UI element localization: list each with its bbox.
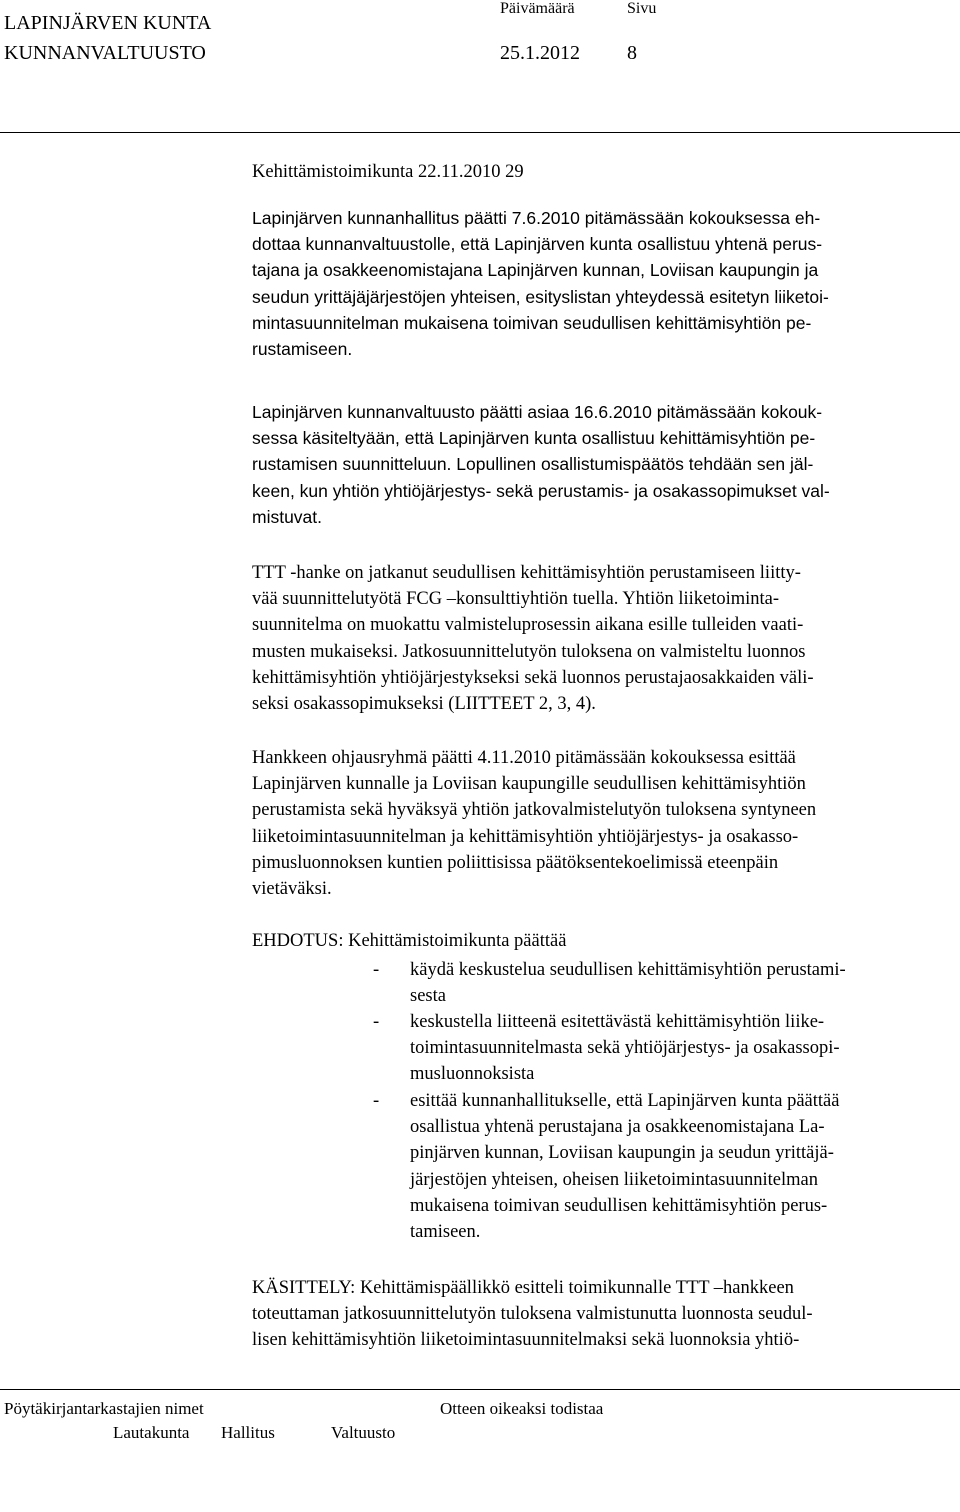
text-line: sesta	[410, 986, 446, 1007]
text-line: sessa käsiteltyään, että Lapinjärven kunta osallistuu kehittämisyhtiön pe-	[252, 428, 816, 449]
proposal-item-text	[410, 957, 846, 1009]
text-line: mukaisena toimivan seudullisen kehittämisyhtiön perus-	[410, 1195, 828, 1216]
list-dash: -	[373, 1012, 380, 1032]
text-line: KÄSITTELY: Kehittämispäällikkö esitteli toimikunnalle TTT –hankkeen	[252, 1278, 794, 1298]
body-name: KUNNANVALTUUSTO	[4, 42, 206, 64]
paragraph-2	[252, 399, 957, 530]
organization-name: LAPINJÄRVEN KUNTA	[4, 12, 212, 34]
document-date: 25.1.2012	[500, 42, 580, 64]
section-heading: Kehittämistoimikunta 22.11.2010 29	[252, 162, 524, 182]
text-line: vää suunnittelutyötä FCG –konsulttiyhtiön tuella. Yhtiön liiketoiminta-	[252, 589, 780, 610]
header-rule	[0, 132, 960, 133]
paragraph-4	[252, 745, 957, 902]
text-line: pinjärven kunnan, Loviisan kaupungin ja seudun yrittäjä-	[410, 1143, 834, 1164]
text-line: mistuvat.	[252, 506, 323, 527]
text-line: rustamisen suunnitteluun. Lopullinen osallistumispäätös tehdään sen jäl-	[252, 454, 814, 475]
signature-valtuusto: Valtuusto	[331, 1423, 396, 1442]
text-line: tamiseen.	[410, 1222, 481, 1243]
list-dash: -	[373, 1091, 380, 1111]
text-line: käydä keskustelua seudullisen kehittämisyhtiön perustami-	[410, 960, 846, 980]
text-line: seksi osakassopimukseksi (LIITTEET 2, 3, 4).	[252, 694, 596, 715]
text-line: musluonnoksista	[410, 1064, 535, 1085]
proposal-item-text	[410, 1088, 839, 1245]
text-line: Lapinjärven kunnanvaltuusto päätti asiaa 16.6.2010 pitämässään kokouk-	[252, 402, 823, 422]
list-dash: -	[373, 960, 380, 980]
paragraph-3	[252, 560, 957, 717]
text-line: toimintasuunnitelmasta sekä yhtiöjärjestys- ja osakassopi-	[410, 1038, 840, 1059]
text-line: suunnitelma on muokattu valmisteluprosessin aikana esille tulleiden vaati-	[252, 615, 804, 636]
proposal-label: EHDOTUS: Kehittämistoimikunta päättää	[252, 931, 567, 951]
checkers-label: Pöytäkirjantarkastajien nimet	[4, 1399, 204, 1418]
proposal-item	[0, 1088, 960, 1246]
proposal-list	[0, 957, 960, 1246]
date-label: Päivämäärä	[500, 0, 575, 17]
text-line: keskustella liitteenä esitettävästä kehittämisyhtiön liike-	[410, 1012, 825, 1032]
text-line: järjestöjen yhteisen, oheisen liiketoimintasuunnitelman	[410, 1169, 818, 1190]
text-line: mintasuunnitelman mukaisena toimivan seudullisen kehittämisyhtiön pe-	[252, 312, 812, 333]
text-line: kehittämisyhtiön yhtiöjärjestykseksi sekä luonnos perustajaosakkaiden väli-	[252, 667, 814, 688]
text-line: esittää kunnanhallitukselle, että Lapinjärven kunta päättää	[410, 1091, 840, 1111]
text-line: perustamista sekä hyväksyä yhtiön jatkovalmistelutyön tuloksena syntyneen	[252, 800, 817, 821]
text-line: dottaa kunnanvaltuustolle, että Lapinjärven kunta osallistuu yhtenä perus-	[252, 234, 823, 255]
proposal-item	[0, 1009, 960, 1088]
text-line: pimusluonnoksen kuntien poliittisissa päätöksentekoelimissä eteenpäin	[252, 852, 779, 873]
text-line: osallistua yhtenä perustajana ja osakkeenomistajana La-	[410, 1117, 825, 1138]
certify-label: Otteen oikeaksi todistaa	[440, 1399, 604, 1418]
text-line: tajana ja osakkeenomistajana Lapinjärven kunnan, Loviisan kaupungin ja	[252, 260, 819, 281]
text-line: Hankkeen ohjausryhmä päätti 4.11.2010 pitämässään kokouksessa esittää	[252, 748, 796, 768]
page-number: 8	[627, 42, 637, 64]
text-line: lisen kehittämisyhtiön liiketoimintasuunnitelmaksi sekä luonnoksia yhtiö-	[252, 1330, 800, 1351]
proposal-item-text	[410, 1009, 840, 1088]
page-label: Sivu	[627, 0, 657, 17]
text-line: seudun yrittäjäjärjestöjen yhteisen, esityslistan yhteydessä esitetyn liiketoi-	[252, 286, 829, 307]
footer-rule	[0, 1389, 960, 1390]
text-line: musten mukaiseksi. Jatkosuunnittelutyön tuloksena on valmisteltu luonnos	[252, 641, 806, 662]
text-line: Lapinjärven kunnanhallitus päätti 7.6.2010 pitämässään kokouksessa eh-	[252, 208, 821, 228]
paragraph-1	[252, 205, 957, 362]
text-line: TTT -hanke on jatkanut seudullisen kehittämisyhtiön perustamiseen liitty-	[252, 563, 801, 583]
proposal-item	[0, 957, 960, 1009]
text-line: liiketoimintasuunnitelman ja kehittämisyhtiön yhtiöjärjestys- ja osakasso-	[252, 826, 799, 847]
text-line: rustamiseen.	[252, 339, 353, 360]
text-line: vietäväksi.	[252, 879, 332, 900]
text-line: Lapinjärven kunnalle ja Loviisan kaupungille seudullisen kehittämisyhtiön	[252, 774, 806, 795]
processing-paragraph	[252, 1275, 957, 1354]
signature-hallitus: Hallitus	[221, 1423, 275, 1442]
text-line: toteuttaman jatkosuunnittelutyön tuloksena valmistunutta luonnosta seudul-	[252, 1304, 813, 1325]
text-line: keen, kun yhtiön yhtiöjärjestys- sekä perustamis- ja osakassopimukset val-	[252, 480, 830, 501]
signature-lautakunta: Lautakunta	[113, 1423, 190, 1442]
